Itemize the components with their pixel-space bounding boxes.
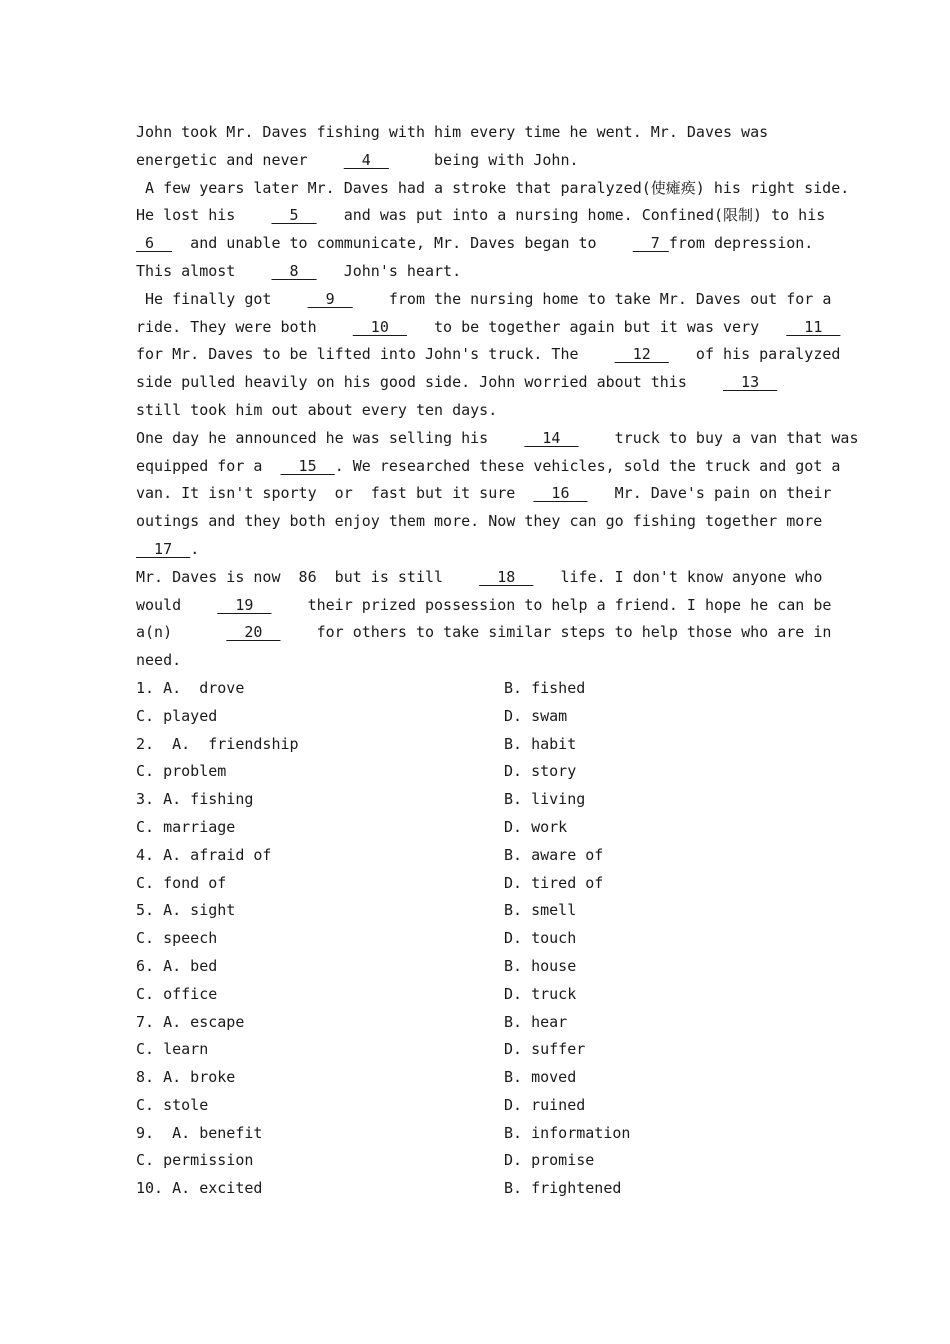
option-right: B. frightened	[504, 1179, 622, 1198]
passage-line	[136, 369, 826, 397]
passage-text: energetic and never	[136, 150, 344, 169]
passage-line	[136, 119, 826, 147]
passage-text: for others to take similar steps to help those who are in	[280, 623, 832, 642]
passage-text: from the nursing home to take Mr. Daves out for a	[352, 289, 832, 308]
option-right: B. house	[504, 956, 577, 975]
passage-text: their prized possession to help a friend. I hope he can be	[271, 595, 832, 614]
passage-text: equipped for a	[136, 456, 281, 475]
passage-text: to be together again but it was very	[406, 317, 787, 336]
passage-line	[136, 480, 832, 508]
option-right: D. swam	[504, 706, 568, 725]
option-row	[136, 786, 826, 814]
option-row	[136, 1175, 826, 1203]
passage-text: John's heart.	[316, 261, 462, 280]
option-right: D. touch	[504, 929, 577, 948]
answer-blank: 20	[226, 623, 281, 642]
passage-text: and was put into a nursing home. Confined(限制) to his	[316, 206, 826, 225]
option-left: C. learn	[136, 1040, 209, 1059]
passage-line	[136, 508, 826, 536]
passage-line	[136, 397, 826, 425]
answer-blank: 15	[280, 456, 335, 475]
option-left: 4. A. afraid of	[136, 845, 272, 864]
passage-text: .	[190, 539, 200, 558]
passage-line	[136, 425, 859, 453]
answer-blank: 11	[786, 317, 841, 336]
passage-text: ride. They were both	[136, 317, 353, 336]
option-right: B. habit	[504, 734, 577, 753]
passage-text: truck to buy a van that was	[578, 428, 859, 447]
option-right: B. fished	[504, 678, 586, 697]
answer-blank: 7	[632, 234, 669, 253]
passage-line	[136, 175, 850, 203]
answer-blank: 14	[524, 428, 579, 447]
document-page	[136, 119, 859, 1203]
options-list	[136, 675, 826, 1203]
passage-line	[136, 230, 826, 258]
passage-text: for Mr. Daves to be lifted into John's truck. The	[136, 345, 615, 364]
passage-text: life. I don't know anyone who	[533, 567, 823, 586]
answer-blank: 9	[307, 289, 353, 308]
passage-line	[136, 592, 832, 620]
option-left: C. permission	[136, 1151, 254, 1170]
option-row	[136, 1009, 826, 1037]
passage	[136, 119, 859, 675]
option-row	[136, 1147, 826, 1175]
answer-blank: 18	[479, 567, 534, 586]
passage-text: a(n)	[136, 623, 227, 642]
option-row	[136, 897, 826, 925]
passage-text: side pulled heavily on his good side. John worried about this	[136, 373, 723, 392]
option-left: 8. A. broke	[136, 1068, 236, 1087]
passage-text: van. It isn't sporty or fast but it sure	[136, 484, 534, 503]
option-right: D. work	[504, 817, 568, 836]
option-left: C. problem	[136, 762, 227, 781]
passage-text: still took him out about every ten days.	[136, 400, 498, 419]
option-right: D. promise	[504, 1151, 595, 1170]
option-row	[136, 870, 826, 898]
passage-line	[136, 286, 832, 314]
passage-line	[136, 147, 826, 175]
option-row	[136, 1064, 826, 1092]
passage-text: and unable to communicate, Mr. Daves began to	[172, 234, 633, 253]
passage-line	[136, 619, 832, 647]
option-row	[136, 1092, 826, 1120]
option-right: B. information	[504, 1123, 631, 1142]
option-left: C. stole	[136, 1095, 209, 1114]
answer-blank: 12	[614, 345, 669, 364]
option-right: D. ruined	[504, 1095, 586, 1114]
option-right: D. story	[504, 762, 577, 781]
passage-text: from depression.	[668, 234, 814, 253]
option-row	[136, 731, 826, 759]
answer-blank: 17	[136, 539, 191, 558]
passage-text: One day he announced he was selling his	[136, 428, 525, 447]
option-right: D. truck	[504, 984, 577, 1003]
option-row	[136, 1036, 826, 1064]
option-right: B. hear	[504, 1012, 568, 1031]
option-row	[136, 981, 826, 1009]
passage-line	[136, 341, 841, 369]
answer-blank: 13	[723, 373, 778, 392]
option-left: C. office	[136, 984, 218, 1003]
option-left: 7. A. escape	[136, 1012, 245, 1031]
passage-text: This almost	[136, 261, 272, 280]
passage-text: John took Mr. Daves fishing with him every time he went. Mr. Daves was	[136, 123, 769, 141]
passage-line	[136, 647, 826, 675]
passage-text: Mr. Dave's pain on their	[587, 484, 832, 503]
option-left: C. fond of	[136, 873, 227, 892]
option-row	[136, 953, 826, 981]
option-left: 2. A. friendship	[136, 734, 299, 753]
passage-text: of his paralyzed	[668, 345, 841, 364]
option-right: B. smell	[504, 901, 577, 920]
option-row	[136, 703, 826, 731]
passage-line	[136, 258, 826, 286]
option-row	[136, 675, 826, 703]
passage-text: would	[136, 595, 218, 614]
passage-text: outings and they both enjoy them more. Now they can go fishing together more	[136, 512, 823, 531]
answer-blank: 10	[352, 317, 407, 336]
passage-line	[136, 564, 826, 592]
option-left: 1. A. drove	[136, 678, 245, 697]
option-left: C. speech	[136, 929, 218, 948]
answer-blank: 8	[271, 261, 317, 280]
passage-text: . We researched these vehicles, sold the truck and got a	[334, 456, 841, 475]
passage-text: He lost his	[136, 206, 272, 225]
option-left: 9. A. benefit	[136, 1123, 263, 1142]
option-right: B. living	[504, 790, 586, 809]
passage-line	[136, 202, 826, 230]
passage-text: need.	[136, 651, 182, 670]
option-left: 10. A. excited	[136, 1179, 263, 1198]
option-row	[136, 814, 826, 842]
option-left: 3. A. fishing	[136, 790, 254, 809]
passage-text: He finally got	[136, 289, 308, 308]
option-left: 6. A. bed	[136, 956, 218, 975]
answer-blank: 6	[136, 234, 173, 253]
option-right: D. tired of	[504, 873, 604, 892]
option-left: 5. A. sight	[136, 901, 236, 920]
passage-text: Mr. Daves is now 86 but is still	[136, 567, 480, 586]
passage-line	[136, 536, 826, 564]
option-right: B. aware of	[504, 845, 604, 864]
option-row	[136, 925, 826, 953]
option-left: C. played	[136, 706, 218, 725]
option-row	[136, 842, 826, 870]
option-right: B. moved	[504, 1068, 577, 1087]
option-left: C. marriage	[136, 817, 236, 836]
passage-line	[136, 453, 841, 481]
passage-line	[136, 314, 841, 342]
answer-blank: 19	[217, 595, 272, 614]
option-row	[136, 1120, 826, 1148]
passage-text: A few years later Mr. Daves had a stroke that paralyzed(使瘫痪) his right side.	[136, 178, 850, 197]
answer-blank: 16	[533, 484, 588, 503]
answer-blank: 4	[343, 150, 389, 169]
answer-blank: 5	[271, 206, 317, 225]
passage-text: being with John.	[388, 150, 579, 169]
option-right: D. suffer	[504, 1040, 586, 1059]
option-row	[136, 758, 826, 786]
